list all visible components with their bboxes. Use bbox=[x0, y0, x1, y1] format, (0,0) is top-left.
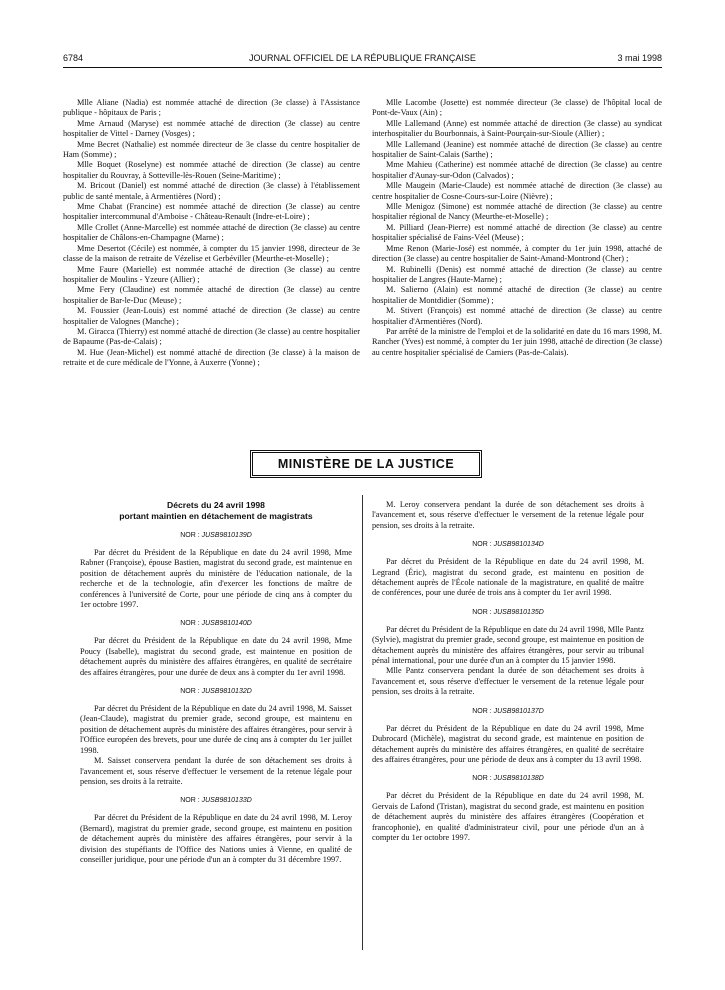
nor-label: NOR : bbox=[180, 688, 200, 696]
appointment-paragraph: M. Giracca (Thierry) est nommé attaché de direction (3e classe) au centre hospitalier de Bapaume (Pas-de-Calais) ; bbox=[63, 326, 360, 347]
appointment-paragraph: M. Hue (Jean-Michel) est nommé attaché de direction (3e classe) à la maison de retraite et de cure médicale de l'Yonne, à Auxerre (Yonne) ; bbox=[63, 347, 360, 368]
nor-reference bbox=[80, 531, 352, 541]
appointment-paragraph: Mme Chabat (Francine) est nommée attaché de direction (3e classe) au centre hospitalier intercommunal d'Amboise - Château-Renault (Indre-et-Loire) ; bbox=[63, 202, 360, 222]
appointment-paragraph: Mme Mahieu (Catherine) est nommée attaché de direction (3e classe) au centre hospitalier d'Aunay-sur-Odon (Calvados) ; bbox=[372, 160, 662, 180]
nor-label: NOR : bbox=[180, 797, 200, 805]
journal-title: JOURNAL OFFICIEL DE LA RÉPUBLIQUE FRANÇAISE bbox=[249, 53, 476, 63]
top-left-column bbox=[63, 98, 360, 369]
nor-reference bbox=[372, 608, 644, 618]
appointment-paragraph: Mlle Menigoz (Simone) est nommée attaché de direction (3e classe) au centre hospitalier régional de Nancy (Meurthe-et-Moselle) ; bbox=[372, 202, 662, 222]
decree-paragraph: Par décret du Président de la République en date du 24 avril 1998, M. Leroy (Bernard), magistrat du premier grade, second groupe, est maintenu en position de détachement auprès du ministère des affaires étrangères, pour servir à la division des stupéfiants de l'Office des Nations unies à Vienne, en qualité de conseiller juridique, pour une période d'un an à compter du 31 décembre 1997. bbox=[80, 813, 352, 864]
nor-reference bbox=[372, 540, 644, 550]
page-header bbox=[63, 53, 662, 68]
appointment-paragraph: Mlle Maugein (Marie-Claude) est nommée attaché de direction (3e classe) au centre hospitalier de Cosne-Cours-sur-Loire (Nièvre) ; bbox=[372, 181, 662, 201]
decree-paragraph: Par décret du Président de la République en date du 24 avril 1998, Mme Dubrocard (Michèle), magistrat du second grade, est maintenue en position de détachement auprès du ministère des affaires étrangères, en qualité de secrétaire des affaires étrangères, pour une période de deux ans à compter du 13 avril 1998. bbox=[372, 723, 644, 764]
ministry-section-title: MINISTÈRE DE LA JUSTICE bbox=[277, 457, 455, 471]
nor-label: NOR : bbox=[472, 608, 492, 616]
nor-reference bbox=[80, 796, 352, 806]
issue-date: 3 mai 1998 bbox=[617, 53, 662, 63]
nor-reference bbox=[372, 774, 644, 784]
decree-paragraph: Mlle Pantz conservera pendant la durée de son détachement ses droits à l'avancement et, sous réserve d'effectuer le versement de la retenue légale pour pension, ses droits à la retraite. bbox=[372, 666, 644, 697]
nor-reference bbox=[372, 707, 644, 717]
nor-reference bbox=[80, 687, 352, 697]
appointment-paragraph: M. Pilliard (Jean-Pierre) est nommé attaché de direction (3e classe) au centre hospitalier spécialisé de Fains-Véel (Meuse) ; bbox=[372, 222, 662, 243]
appointment-paragraph: M. Rubinelli (Denis) est nommé attaché de direction (3e classe) au centre hospitalier de Langres (Haute-Marne) ; bbox=[372, 264, 662, 284]
nor-label: NOR : bbox=[472, 707, 492, 715]
nor-code: JUSB9810137D bbox=[493, 707, 544, 715]
appointment-paragraph: Mlle Lallemand (Anne) est nommée attaché de direction (3e classe) au syndicat interhospitalier du Bourbonnais, à Saint-Pourçain-sur-Sioule (Allier) ; bbox=[372, 118, 662, 139]
appointment-paragraph: M. Foussier (Jean-Louis) est nommé attaché de direction (3e classe) au centre hospitalier de Valognes (Manche) ; bbox=[63, 306, 360, 326]
appointment-paragraph: Mlle Lacombe (Josette) est nommée directeur (3e classe) de l'hôpital local de Pont-de-Vaux (Ain) ; bbox=[372, 98, 662, 118]
appointment-paragraph: Mme Arnaud (Maryse) est nommée attaché de direction (3e classe) au centre hospitalier de Vittel - Darney (Vosges) ; bbox=[63, 118, 360, 139]
appointment-paragraph: Par arrêté de la ministre de l'emploi et de la solidarité en date du 16 mars 1998, M. Rancher (Yves) est nommé, à compter du 1er juin 1998, attaché de direction (3e classe) au centre hospitalier spécialisé de Camiers (Pas-de-Calais). bbox=[372, 326, 662, 357]
appointment-paragraph: Mlle Boquet (Roselyne) est nommée attaché de direction (3e classe) au centre hospitalier du Rouvray, à Sotteville-lès-Rouen (Seine-Maritime) ; bbox=[63, 160, 360, 180]
nor-code: JUSB9810133D bbox=[201, 797, 252, 805]
appointment-paragraph: M. Salierno (Alain) est nommé attaché de direction (3e classe) au centre hospitalier de Montdidier (Somme) ; bbox=[372, 285, 662, 305]
appointment-paragraph: Mme Renon (Marie-José) est nommée, à compter du 1er juin 1998, attaché de direction (3e classe) au centre hospitalier de Saint-Amand-Montrond (Cher) ; bbox=[372, 243, 662, 264]
nor-label: NOR : bbox=[472, 541, 492, 549]
appointment-paragraph: Mme Faure (Marielle) est nommée attaché de direction (3e classe) au centre hospitalier de Moulins - Yzeure (Allier) ; bbox=[63, 264, 360, 284]
appointment-paragraph: Mme Desertot (Cécile) est nommée, à compter du 15 janvier 1998, directeur de 3e classe de la maison de retraite de Vézelise et Gerbéviller (Meurthe-et-Moselle) ; bbox=[63, 243, 360, 264]
appointment-paragraph: Mlle Aliane (Nadia) est nommée attaché de direction (3e classe) à l'Assistance publique - hôpitaux de Paris ; bbox=[63, 98, 360, 118]
nor-code: JUSB9810135D bbox=[493, 608, 544, 616]
appointment-paragraph: M. Stivert (François) est nommé attaché de direction (3e classe) au centre hospitalier d'Armentières (Nord). bbox=[372, 306, 662, 326]
appointment-paragraph: Mme Fery (Claudine) est nommée attaché de direction (3e classe) au centre hospitalier de Bar-le-Duc (Meuse) ; bbox=[63, 285, 360, 305]
decree-paragraph: Par décret du Président de la République en date du 24 avril 1998, M. Legrand (Éric), magistrat du second grade, est maintenu en position de détachement auprès de l'École nationale de la magistrature, en qualité de maître de conférences, pour une durée de trois ans à compter du 1er avril 1998. bbox=[372, 557, 644, 598]
decree-paragraph: Par décret du Président de la République en date du 24 avril 1998, M. Saisset (Jean-Claude), magistrat du premier grade, second groupe, est maintenu en position de détachement auprès du ministère des affaires étrangères, pour servir à l'Office européen des brevets, pour une durée de cinq ans à compter du 1er juillet 1998. bbox=[80, 704, 352, 755]
appointment-paragraph: Mme Becret (Nathalie) est nommée directeur de 3e classe du centre hospitalier de Ham (Somme) ; bbox=[63, 139, 360, 160]
nor-code: JUSB9810139D bbox=[201, 532, 252, 539]
appointment-paragraph: M. Bricout (Daniel) est nommé attaché de direction (3e classe) à l'établissement public de santé mentale, à Armentières (Nord) ; bbox=[63, 181, 360, 201]
appointment-paragraph: Mlle Crollet (Anne-Marcelle) est nommée attaché de direction (3e classe) au centre hospitalier de Châlons-en-Champagne (Marne) ; bbox=[63, 222, 360, 243]
ministry-section-box bbox=[250, 450, 482, 478]
bottom-right-column bbox=[372, 500, 644, 843]
page-number: 6784 bbox=[63, 53, 84, 63]
nor-code: JUSB9810134D bbox=[493, 541, 544, 549]
decree-paragraph: Par décret du Président de la République en date du 24 avril 1998, M. Gervais de Lafond (Tristan), magistrat du second grade, est maintenu en position de détachement auprès du ministère des affaires étrangères (Coopération et francophonie), en qualité d'administrateur civil, pour une période d'un an à compter du 1er octobre 1997. bbox=[372, 791, 644, 842]
top-right-column bbox=[372, 98, 662, 358]
nor-label: NOR : bbox=[180, 620, 200, 628]
nor-code: JUSB9810140D bbox=[201, 620, 252, 628]
decree-paragraph: M. Saisset conservera pendant la durée de son détachement ses droits à l'avancement et, sous réserve d'effectuer le versement de la retenue légale pour pension, ses droits à la retraite. bbox=[80, 756, 352, 786]
decree-title-line1: Décrets du 24 avril 1998 bbox=[167, 500, 265, 510]
decree-paragraph: Par décret du Président de la République en date du 24 avril 1998, Mme Rabner (Françoise), épouse Bastien, magistrat du second grade, est maintenue en position de détachement auprès du ministère de l'éducation nationale, de la recherche et de la technologie, afin d'exercer les fonctions de maître de conférences à l'université de Corte, pour une période de cinq ans à compter du 1er octobre 1997. bbox=[80, 548, 352, 610]
nor-reference bbox=[80, 619, 352, 629]
nor-code: JUSB9810138D bbox=[493, 775, 544, 783]
appointment-paragraph: Mlle Lallemand (Jeanine) est nommée attaché de direction (3e classe) au centre hospitalier de Saint-Calais (Sarthe) ; bbox=[372, 139, 662, 160]
nor-label: NOR : bbox=[472, 775, 492, 783]
decree-paragraph: M. Leroy conservera pendant la durée de son détachement ses droits à l'avancement et, sous réserve d'effectuer le versement de la retenue légale pour pension, ses droits à la retraite. bbox=[372, 500, 644, 530]
nor-label: NOR : bbox=[180, 532, 200, 539]
decree-paragraph: Par décret du Président de la République en date du 24 avril 1998, Mme Poucy (Isabelle), magistrat du second grade, est maintenue en position de détachement auprès du ministère des affaires étrangères, en qualité de secrétaire des affaires étrangères, pour une durée de deux ans à compter du 1er avril 1998. bbox=[80, 636, 352, 677]
bottom-left-column bbox=[80, 500, 352, 865]
column-divider bbox=[362, 495, 363, 950]
decree-title-line2: portant maintien en détachement de magistrats bbox=[119, 511, 313, 521]
nor-code: JUSB9810132D bbox=[201, 688, 252, 696]
decree-paragraph: Par décret du Président de la République en date du 24 avril 1998, Mlle Pantz (Sylvie), magistrat du premier grade, second groupe, est maintenue en position de détachement auprès du ministère des affaires étrangères, pour servir au tribunal pénal international, pour une durée d'un an à compter du 15 janvier 1998. bbox=[372, 624, 644, 666]
